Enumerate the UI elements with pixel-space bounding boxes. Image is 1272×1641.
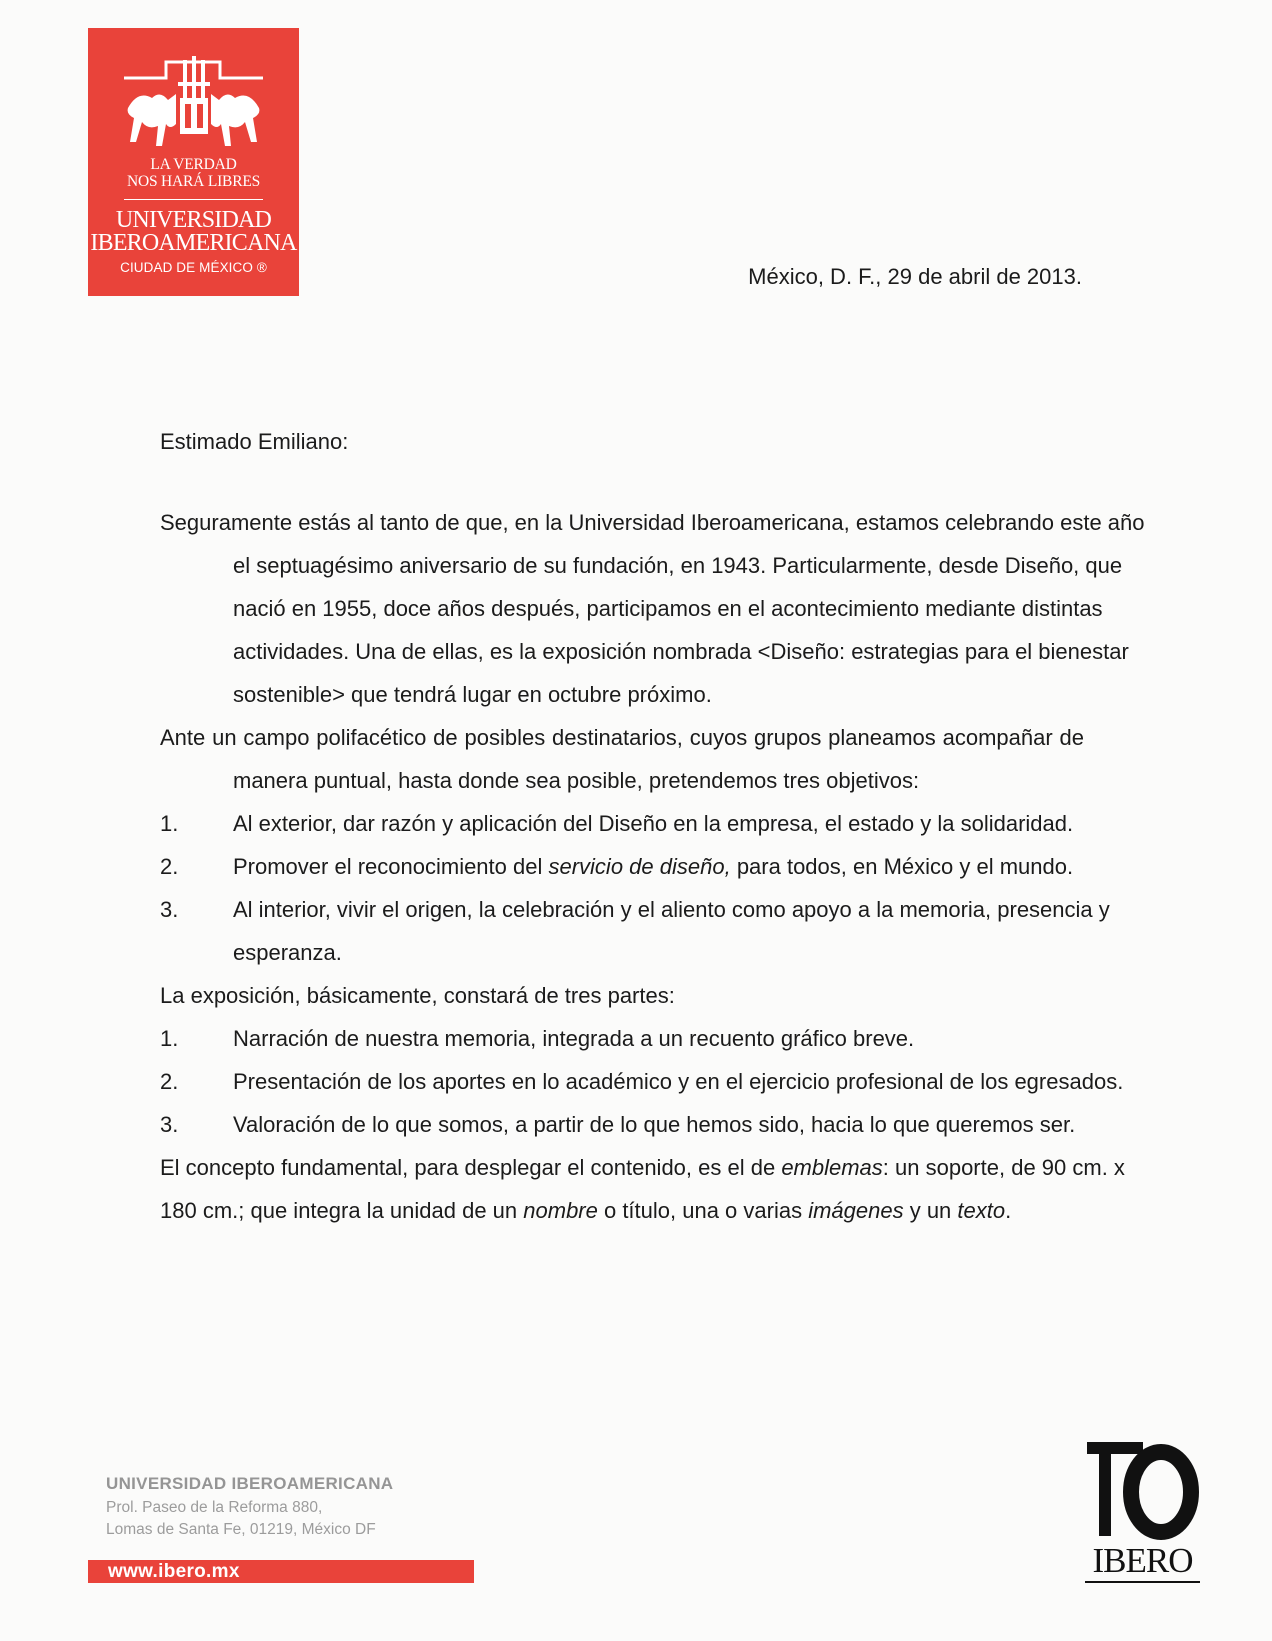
website-link[interactable]: www.ibero.mx [108,1561,240,1582]
list-number: 3. [160,897,179,922]
footer-address-line: Lomas de Santa Fe, 01219, México DF [106,1521,376,1538]
university-logo [88,28,299,296]
paragraph-line: actividades. Una de ellas, es la exposición nombrada <Diseño: estrategias para el bienestar [233,639,1129,664]
paragraph-line [160,1155,1125,1181]
list-number: 2. [160,1069,179,1094]
list-number: 2. [160,854,179,879]
paragraph-line [160,1198,1011,1224]
anniversary-logo [1085,1440,1200,1585]
paragraph-line: manera puntual, hasta donde sea posible, pretendemos tres objetivos: [233,768,920,793]
list-item: Narración de nuestra memoria, integrada a un recuento gráfico breve. [233,1026,915,1051]
letter-date: México, D. F., 29 de abril de 2013. [748,264,1082,289]
salutation: Estimado Emiliano: [160,429,349,454]
70-anniversary-icon [1085,1440,1200,1540]
coat-of-arms-icon [88,28,299,156]
paragraph-line: nació en 1955, doce años después, participamos en el acontecimiento mediante distintas [233,596,1103,621]
list-item: Al exterior, dar razón y aplicación del Diseño en la empresa, el estado y la solidaridad. [233,811,1074,836]
list-number: 1. [160,1026,179,1051]
list-item [233,854,1073,880]
university-name-line: UNIVERSIDAD [115,207,272,233]
city-label: CIUDAD DE MÉXICO ® [120,260,267,275]
motto [88,156,299,190]
motto-line: NOS HARÁ LIBRES [126,173,261,190]
list-number: 3. [160,1112,179,1137]
paragraph-line: Seguramente estás al tanto de que, en la Universidad Iberoamericana, estamos celebrando este año [160,510,1145,535]
paragraph-text: El concepto fundamental, para desplegar el contenido, es el de [160,1155,782,1180]
logo-divider [124,199,263,200]
paragraph-text: . [1005,1198,1012,1223]
list-item: Presentación de los aportes en lo académico y en el ejercicio profesional de los egresados. [233,1069,1124,1094]
website-bar [88,1560,474,1583]
paragraph-line: sostenible> que tendrá lugar en octubre próximo. [233,682,712,707]
list-item-text: Promover el reconocimiento del [233,854,549,879]
footer-institution: UNIVERSIDAD IBEROAMERICANA [106,1474,394,1493]
paragraph-line: el septuagésimo aniversario de su fundación, en 1943. Particularmente, desde Diseño, que [233,553,1123,578]
parts-intro: La exposición, básicamente, constará de tres partes: [160,983,675,1008]
footer-address-line: Prol. Paseo de la Reforma 880, [106,1499,323,1516]
paragraph-text: 180 cm.; que integra la unidad de un [160,1198,524,1223]
motto-line: LA VERDAD [150,156,237,173]
list-number: 1. [160,811,179,836]
ibero-underline [1085,1581,1200,1583]
paragraph-text: o título, una o varias [597,1198,809,1223]
list-item-continuation: esperanza. [233,940,342,965]
emphasis-text: servicio de diseño, [548,854,731,879]
paragraph-line: Ante un campo polifacético de posibles destinatarios, cuyos grupos planeamos acompañar de [160,725,1084,750]
paragraph-text: : un soporte, de 90 cm. x [882,1155,1125,1180]
emphasis-text: emblemas [781,1155,883,1180]
footer-address [106,1474,393,1541]
emphasis-text: imágenes [808,1198,904,1223]
university-name [88,209,299,255]
list-item-text: para todos, en México y el mundo. [730,854,1074,879]
university-name-line: IBEROAMERICANA [90,230,297,256]
emphasis-text: nombre [523,1198,598,1223]
list-item: Al interior, vivir el origen, la celebración y el aliento como apoyo a la memoria, presencia y [233,897,1110,922]
list-item: Valoración de lo que somos, a partir de lo que hemos sido, hacia lo que queremos ser. [233,1112,1076,1137]
ibero-label: IBERO [1092,1541,1193,1580]
emphasis-text: texto [957,1198,1006,1223]
paragraph-text: y un [903,1198,958,1223]
